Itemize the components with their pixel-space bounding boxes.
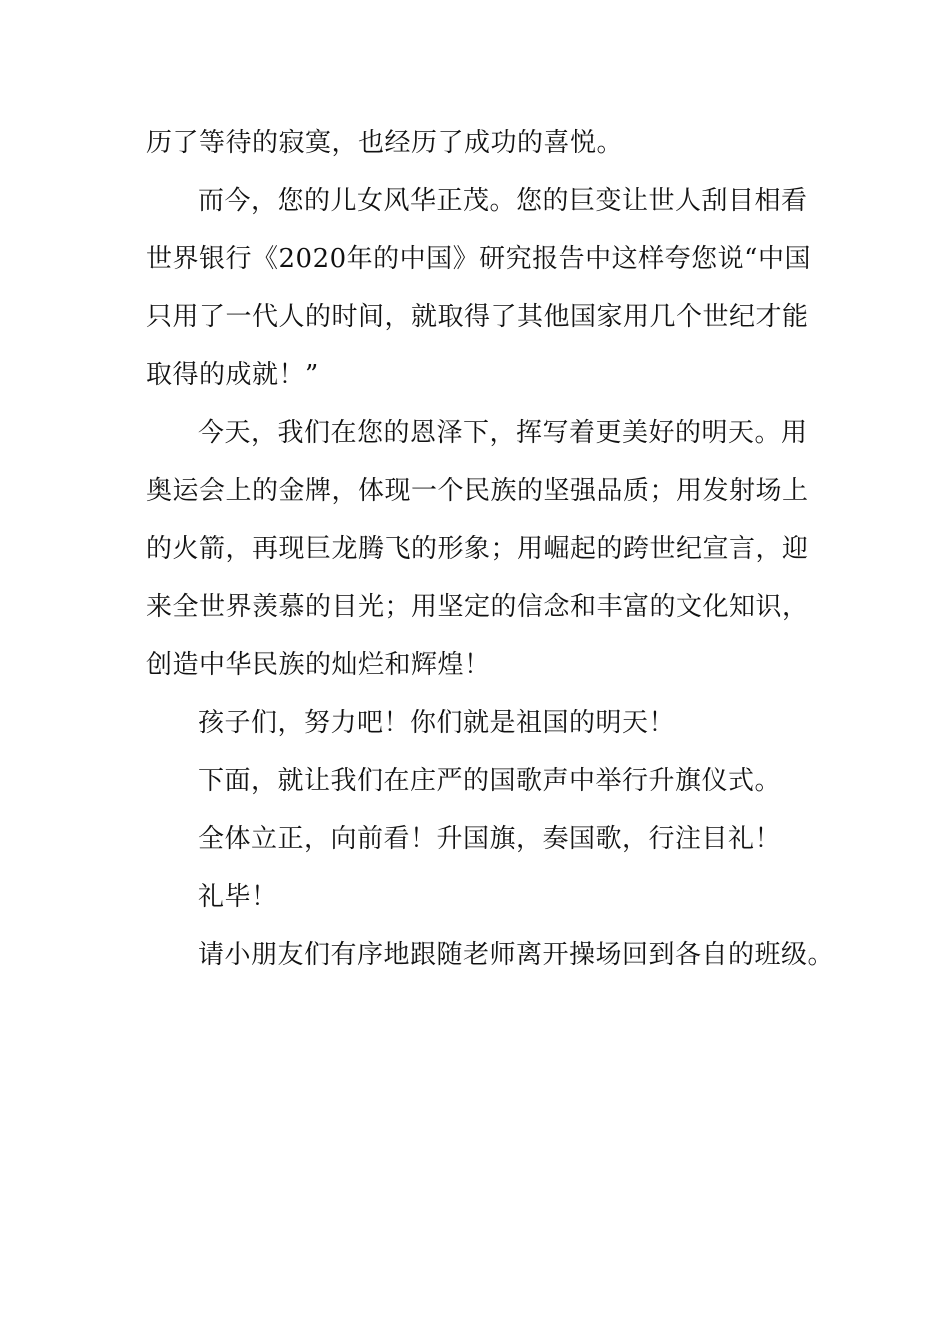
- text-line: 取得的成就！”: [146, 360, 319, 390]
- paragraph-today: [146, 404, 809, 694]
- text-line: 历了等待的寂寞，也经历了成功的喜悦。: [146, 128, 624, 158]
- document-body: [146, 114, 835, 984]
- text-line: 下面，就让我们在庄严的国歌声中举行升旗仪式。: [198, 766, 782, 796]
- text-line: 世界银行《2020年的中国》研究报告中这样夸您说“中国: [146, 244, 811, 274]
- text-line: 今天，我们在您的恩泽下，挥写着更美好的明天。用: [198, 418, 808, 448]
- text-line: 只用了一代人的时间，就取得了其他国家用几个世纪才能: [146, 302, 809, 332]
- paragraph-continuation: [146, 114, 806, 172]
- text-line: 礼毕！: [198, 882, 278, 912]
- paragraph-dismiss: [146, 926, 835, 984]
- text-line: 孩子们，努力吧！你们就是祖国的明天！: [198, 708, 676, 738]
- paragraph-salute-end: [146, 868, 806, 926]
- text-line: 创造中华民族的灿烂和辉煌！: [146, 650, 491, 680]
- paragraph-attention: [146, 810, 806, 868]
- text-line: 请小朋友们有序地跟随老师离开操场回到各自的班级。: [198, 940, 835, 970]
- paragraph-world-bank: [146, 172, 811, 404]
- text-line: 来全世界羡慕的目光；用坚定的信念和丰富的文化知识，: [146, 592, 809, 622]
- paragraph-children: [146, 694, 806, 752]
- text-line: 而今，您的儿女风华正茂。您的巨变让世人刮目相看: [198, 186, 808, 216]
- text-line: 全体立正，向前看！升国旗，奏国歌，行注目礼！: [198, 824, 782, 854]
- text-line: 奥运会上的金牌，体现一个民族的坚强品质；用发射场上: [146, 476, 809, 506]
- paragraph-anthem: [146, 752, 806, 810]
- text-line: 的火箭，再现巨龙腾飞的形象；用崛起的跨世纪宣言，迎: [146, 534, 809, 564]
